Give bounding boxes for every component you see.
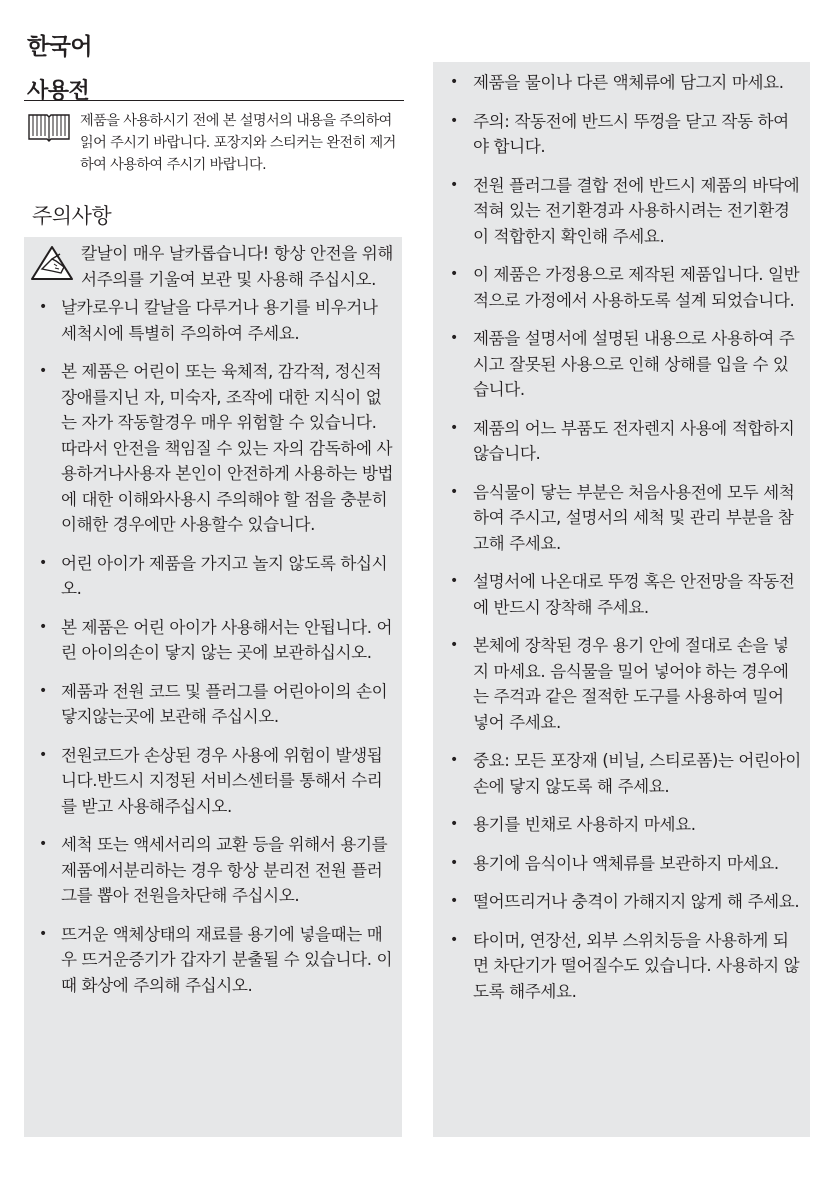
caution-list-left	[24, 295, 396, 998]
list-item: • 본 제품은 어린이 또는 육체적, 감각적, 정신적 장애를지닌 자, 미숙자, 조작에 대한 지식이 없는 자가 작동할경우 매우 위험할 수 있습니다. 따라서 안전을 책임질 수 있는 자의 감독하에 사용하거나사용자 본인이 안전하게 사용하는 방법에 대한 이해와사용시 주의해야 할 점을 충분히 이해한 경우에만 사용할수 있습니다.	[24, 359, 396, 538]
caution-panel-left	[24, 237, 402, 1137]
list-item: • 주의: 작동전에 반드시 뚜껑을 닫고 작동 하여야 합니다.	[433, 109, 804, 160]
manual-book-icon	[27, 112, 71, 142]
section-title: 사용전	[27, 79, 90, 104]
language-heading: 한국어	[27, 34, 93, 60]
list-item: • 제품과 전원 코드 및 플러그를 어린아이의 손이 닿지않는곳에 보관해 주십시오.	[24, 679, 396, 730]
list-item: • 전원 플러그를 결합 전에 반드시 제품의 바닥에 적혀 있는 전기환경과 사용하시려는 전기환경이 적합한지 확인해 주세요.	[433, 173, 804, 250]
list-item: • 세척 또는 액세서리의 교환 등을 위해서 용기를 제품에서분리하는 경우 항상 분리전 전원 플러그를 뽑아 전원을차단해 주십시오.	[24, 832, 396, 909]
list-item: • 본 제품은 어린 아이가 사용해서는 안됩니다. 어린 아이의손이 닿지 않는 곳에 보관하십시오.	[24, 615, 396, 666]
list-item: • 설명서에 나온대로 뚜껑 혹은 안전망을 작동전에 반드시 장착해 주세요.	[433, 569, 804, 620]
list-item: • 타이머, 연장선, 외부 스위치등을 사용하게 되면 차단기가 떨어질수도 있습니다. 사용하지 않도록 해주세요.	[433, 928, 804, 1005]
list-item: • 제품을 설명서에 설명된 내용으로 사용하여 주시고 잘못된 사용으로 인해 상해를 입을 수 있습니다.	[433, 326, 804, 403]
list-item: • 중요: 모든 포장재 (비닐, 스티로폼)는 어린아이 손에 닿지 않도록 해 주세요.	[433, 748, 804, 799]
list-item: • 이 제품은 가정용으로 제작된 제품입니다. 일반적으로 가정에서 사용하도록 설계 되었습니다.	[433, 262, 804, 313]
list-item: • 떨어뜨리거나 충격이 가해지지 않게 해 주세요.	[433, 889, 804, 915]
list-item: • 어린 아이가 제품을 가지고 놀지 않도록 하십시오.	[24, 551, 396, 602]
intro-text: 제품을 사용하시기 전에 본 설명서의 내용을 주의하여 읽어 주시기 바랍니다. 포장지와 스티커는 완전히 제거하여 사용하여 주시기 바랍니다.	[80, 113, 396, 173]
caution-heading: 주의사항	[32, 204, 112, 228]
list-item: • 용기를 빈채로 사용하지 마세요.	[433, 812, 804, 838]
warning-text: 칼날이 매우 날카롭습니다! 항상 안전을 위해서주의를 기울여 보관 및 사용해 주십시오.	[81, 244, 393, 289]
blade-warning-icon	[30, 245, 74, 281]
caution-list-right	[433, 70, 804, 1004]
list-item: • 용기에 음식이나 액체류를 보관하지 마세요.	[433, 851, 804, 877]
list-item: • 뜨거운 액체상태의 재료를 용기에 넣을때는 매우 뜨거운증기가 갑자기 분출될 수 있습니다. 이때 화상에 주의해 주십시오.	[24, 922, 396, 999]
section-divider	[24, 100, 404, 101]
caution-panel-right	[433, 62, 810, 1137]
list-item: • 날카로우니 칼날을 다루거나 용기를 비우거나 세척시에 특별히 주의하여 주세요.	[24, 295, 396, 346]
list-item: • 음식물이 닿는 부분은 처음사용전에 모두 세척하여 주시고, 설명서의 세척 및 관리 부분을 참고해 주세요.	[433, 480, 804, 557]
list-item: • 본체에 장착된 경우 용기 안에 절대로 손을 넣지 마세요. 음식물을 밀어 넣어야 하는 경우에는 주걱과 같은 절적한 도구를 사용하여 밀어 넣어 주세요.	[433, 633, 804, 735]
list-item: • 제품을 물이나 다른 액체류에 담그지 마세요.	[433, 70, 804, 96]
list-item: • 전원코드가 손상된 경우 사용에 위험이 발생됩니다.반드시 지정된 서비스센터를 통해서 수리를 받고 사용해주십시오.	[24, 743, 396, 820]
blade-warning	[24, 241, 396, 292]
list-item: • 제품의 어느 부품도 전자렌지 사용에 적합하지 않습니다.	[433, 416, 804, 467]
